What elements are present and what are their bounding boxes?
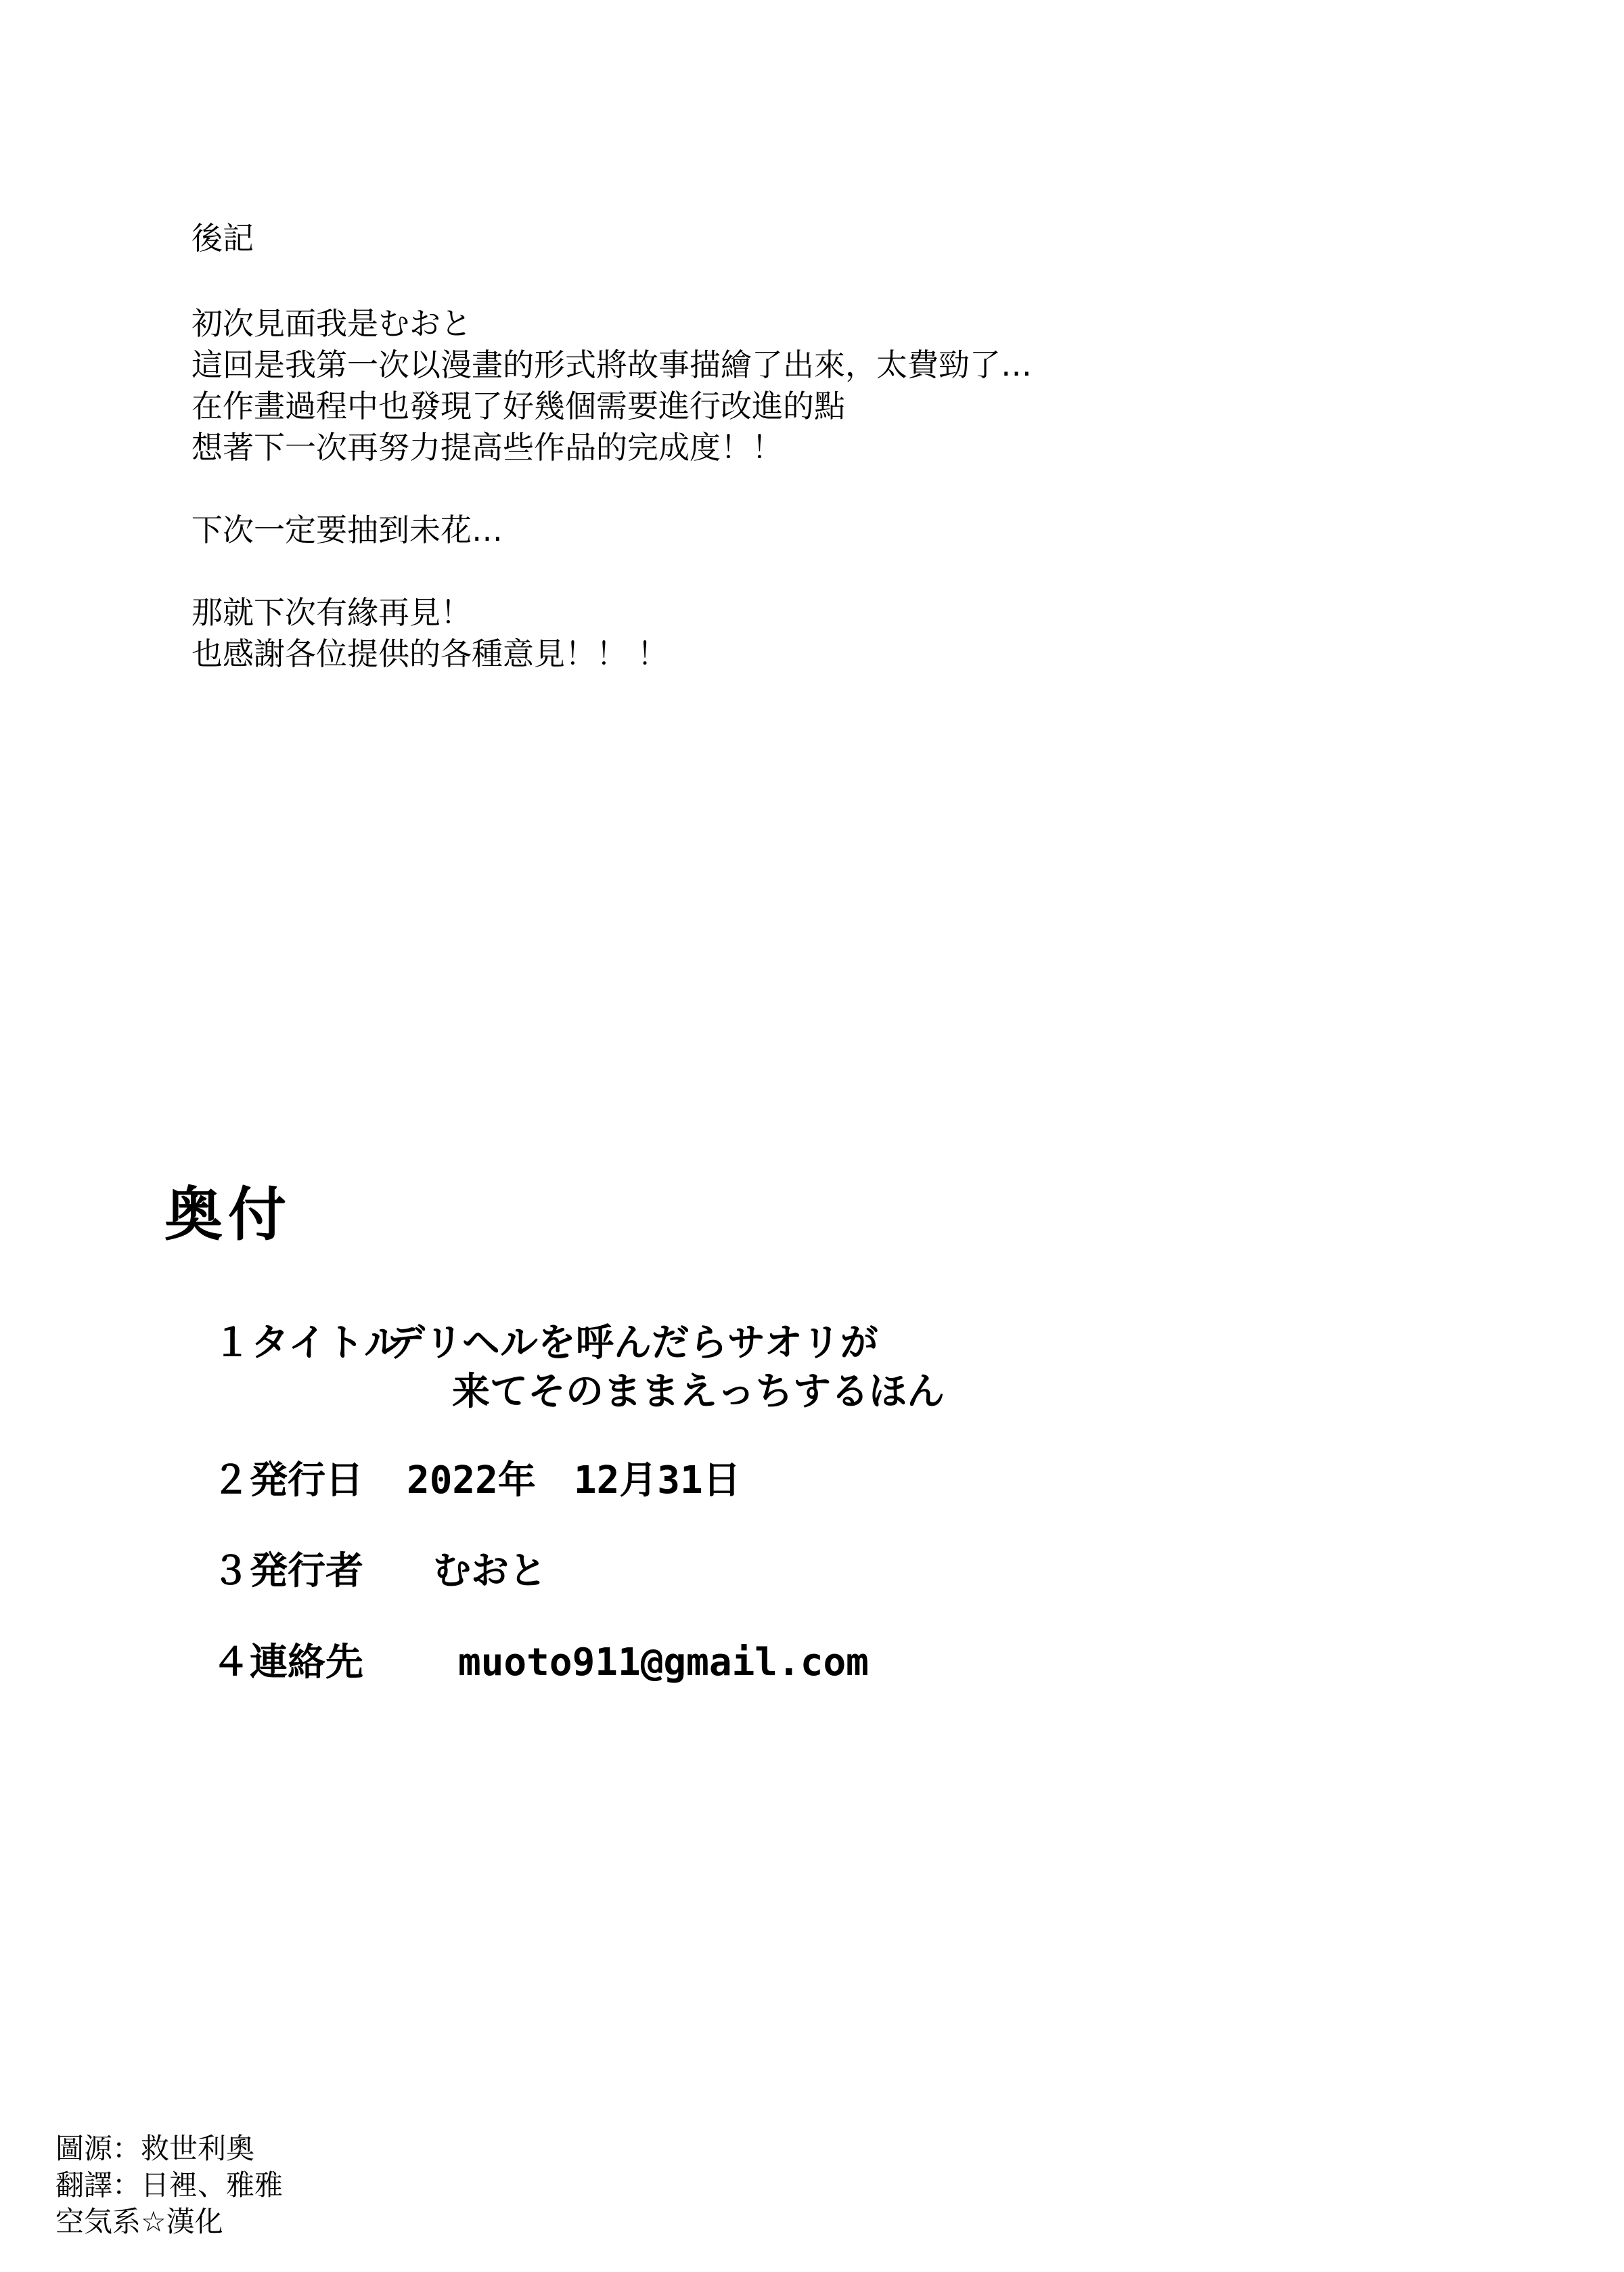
afterword-line: 下次一定要抽到未花… xyxy=(191,512,503,548)
credits-line-translator: 翻譯：日裡、雅雅 xyxy=(55,2168,284,2202)
colophon-heading: 奥付 xyxy=(164,1181,292,1249)
afterword-line: 這回是我第一次以漫畫的形式將故事描繪了出來，太費勁了… xyxy=(191,347,1032,383)
colophon-item-value: 2022年 12月31日 xyxy=(407,1458,741,1502)
colophon-item-label: ４連絡先 xyxy=(212,1641,363,1685)
colophon-item-label: １タイトル xyxy=(213,1321,402,1365)
afterword-body xyxy=(191,303,1032,675)
afterword-line: 那就下次有緣再見！ xyxy=(191,594,472,631)
afterword-line: 想著下一次再努力提高些作品的完成度！！ xyxy=(191,429,783,466)
afterword-line-blank xyxy=(191,551,1032,592)
credits-line-group: 空気系☆漢化 xyxy=(55,2205,223,2238)
scanlation-credits xyxy=(55,2131,283,2240)
afterword-line-blank xyxy=(191,468,1032,510)
credits-line-image-source: 圖源：救世利奧 xyxy=(55,2132,255,2165)
colophon-item-value: デリヘルを呼んだらサオリが xyxy=(387,1321,878,1365)
colophon-item-label: ３発行者 xyxy=(212,1549,363,1593)
afterword-heading: 後記 xyxy=(191,220,254,257)
afterword-line: 也感謝各位提供的各種意見！！ ！ xyxy=(191,636,669,672)
colophon-item-value: muoto911@gmail.com xyxy=(458,1641,869,1685)
colophon-item-value-line2: 来てそのままえっちするほん xyxy=(452,1370,945,1414)
colophon-item-value: むおと xyxy=(433,1549,547,1593)
afterword-line: 初次見面我是むおと xyxy=(191,305,472,342)
colophon-item-label: ２発行日 xyxy=(212,1458,363,1502)
afterword-line: 在作畫過程中也發現了好幾個需要進行改進的點 xyxy=(191,388,845,424)
